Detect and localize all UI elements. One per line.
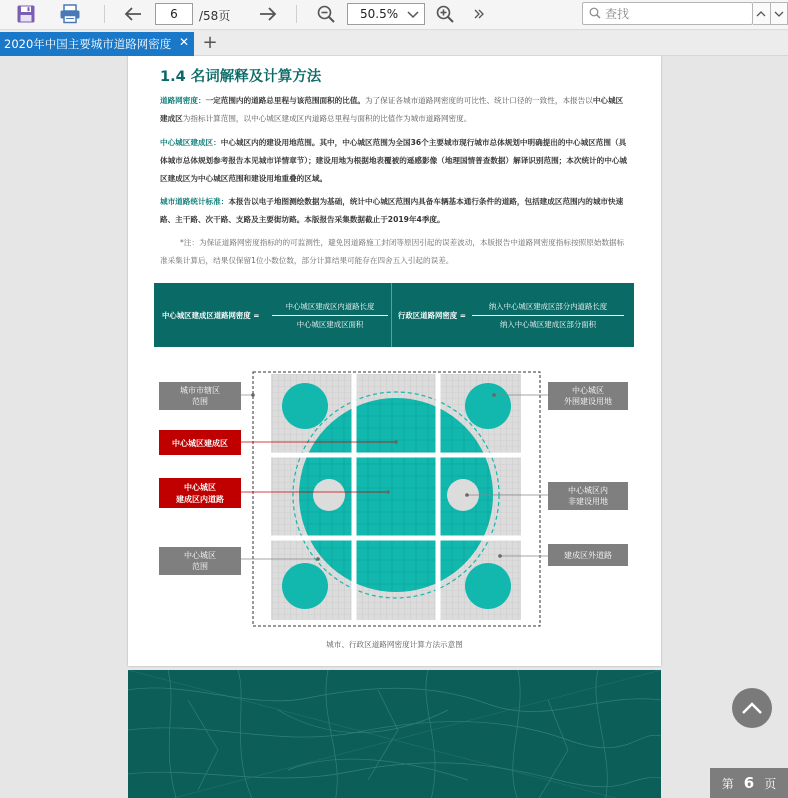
term-label: 道路网密度： bbox=[160, 96, 206, 105]
formula-right-fraction bbox=[472, 301, 624, 330]
fraction-numerator: 中心城区建成区内道路长度 bbox=[272, 301, 388, 316]
label-outer-construction: 外围建设用地 bbox=[564, 397, 612, 406]
search-input[interactable] bbox=[605, 7, 745, 21]
toolbar-separator bbox=[104, 5, 105, 23]
density-diagram bbox=[128, 368, 661, 636]
definition-text: 为指标计算范围，以中心城区建成区内道路总里程与面积的比值作为城市道路网密度。 bbox=[182, 114, 472, 123]
corner-circle bbox=[282, 383, 328, 429]
page-total: /58页 bbox=[199, 9, 231, 23]
label-city-district: 城市市辖区 bbox=[180, 386, 220, 395]
more-tools-icon[interactable] bbox=[470, 2, 488, 26]
note-paragraph: *注：为保证道路网密度指标的的可监测性，避免因道路施工封闭等原因引起的误差波动，本版报告中道路网密度指标按照原始数据标准采集计算后，结果仅保留1位小数位数，部分计算结果可能存在四舍五入引起的误差。 bbox=[160, 238, 625, 265]
formula-right-label: 行政区道路网密度 = bbox=[398, 311, 466, 320]
zoom-value: 50.5% bbox=[360, 7, 399, 21]
formula-left-label: 中心城区建成区道路网密度 = bbox=[162, 311, 260, 320]
corner-circle bbox=[282, 563, 328, 609]
page-number-input[interactable] bbox=[155, 3, 193, 25]
search-prev-chevron-up-icon[interactable] bbox=[753, 2, 771, 25]
definition-bold: 中心城区内的建设用地范围。其中，中心城区范围为全国36个主要城市现行城市总体规划中明确提出的中心城区范围（具体城市总体规划参考报告本见城市详情章节）；建设用地为根据地表覆被的遥感影像（地理国情普查数据）解译识别范围；本次统计的中心城区建成区为中心城区范围和建设用地重叠的区域。 bbox=[160, 138, 628, 183]
label-non-construction: 非建设用地 bbox=[568, 497, 608, 506]
label-outer-construction: 中心城区 bbox=[572, 386, 604, 395]
definition-bold: 中心城区建成区 bbox=[160, 96, 624, 123]
chevron-down-icon bbox=[406, 7, 420, 24]
search-next-chevron-down-icon[interactable] bbox=[771, 2, 788, 25]
definition-bold: 本报告以电子地图测绘数据为基础，统计中心城区范围内具备车辆基本通行条件的道路，包括建成区范围内的城市快速路、主干路、次干路、支路及主要街坊路。本版报告采集数据截止于2019年4季度。 bbox=[160, 197, 624, 224]
label-center-area: 范围 bbox=[192, 562, 208, 571]
search-box[interactable] bbox=[582, 2, 753, 25]
corner-circle bbox=[465, 383, 511, 429]
scroll-to-top-button[interactable] bbox=[732, 688, 772, 728]
pdf-page bbox=[128, 56, 661, 666]
search-icon bbox=[589, 4, 601, 23]
label-center-area: 中心城区 bbox=[184, 551, 216, 560]
search-nav bbox=[753, 2, 788, 25]
zoom-out-icon[interactable] bbox=[314, 2, 338, 26]
zoom-in-icon[interactable] bbox=[433, 2, 457, 26]
road-network-map bbox=[128, 670, 661, 798]
fraction-numerator: 纳入中心城区建成区部分内道路长度 bbox=[472, 301, 624, 316]
new-tab-plus-icon[interactable]: + bbox=[202, 32, 218, 53]
label-non-construction: 中心城区内 bbox=[568, 486, 608, 495]
print-icon[interactable] bbox=[57, 2, 83, 26]
toolbar-separator bbox=[296, 5, 297, 23]
document-viewport[interactable] bbox=[0, 56, 788, 798]
fraction-denominator: 中心城区建成区面积 bbox=[296, 320, 364, 329]
page-indicator-suffix: 页 bbox=[764, 776, 777, 791]
close-icon[interactable]: ✕ bbox=[178, 35, 189, 49]
label-built-up-roads: 建成区内道路 bbox=[176, 495, 224, 504]
fraction-denominator: 纳入中心城区建成区部分面积 bbox=[499, 320, 597, 329]
tab-bar bbox=[0, 31, 788, 56]
paragraph-built-up-area bbox=[160, 134, 630, 188]
label-built-up-roads: 中心城区 bbox=[184, 483, 216, 492]
page-indicator-prefix: 第 bbox=[721, 776, 734, 791]
page-indicator bbox=[710, 768, 788, 798]
definition-text: 为了保证各城市道路网密度的可比性、统计口径的一致性，本报告以 bbox=[365, 96, 593, 105]
tab-document[interactable] bbox=[0, 32, 194, 56]
formula-box bbox=[154, 283, 634, 347]
pdf-page-next bbox=[128, 670, 661, 798]
label-outer-roads: 建成区外道路 bbox=[564, 551, 612, 560]
prev-page-arrow-icon[interactable] bbox=[121, 2, 145, 26]
paragraph-road-standard bbox=[160, 193, 630, 229]
non-built-area-circle bbox=[313, 479, 345, 511]
diagram-caption: 城市、行政区道路网密度计算方法示意图 bbox=[326, 640, 463, 649]
definition-bold: 一定范围内的道路总里程与该范围面积的比值。 bbox=[205, 96, 366, 105]
term-label: 城市道路统计标准： bbox=[160, 197, 229, 206]
next-page-arrow-icon[interactable] bbox=[256, 2, 280, 26]
paragraph-road-density bbox=[160, 92, 630, 128]
save-icon[interactable] bbox=[14, 2, 38, 26]
label-city-district: 范围 bbox=[192, 397, 208, 406]
zoom-select[interactable] bbox=[347, 3, 425, 25]
section-title: 1.4 名词解释及计算方法 bbox=[160, 69, 322, 85]
formula-divider bbox=[391, 283, 392, 347]
label-built-up-area: 中心城区建成区 bbox=[172, 439, 228, 448]
formula-left-fraction bbox=[272, 301, 388, 330]
corner-circle bbox=[465, 563, 511, 609]
tab-title: 2020年中国主要城市道路网密度 bbox=[4, 37, 172, 51]
page-indicator-number: 6 bbox=[743, 774, 755, 792]
toolbar bbox=[0, 0, 788, 30]
term-label: 中心城区建成区： bbox=[160, 138, 221, 147]
